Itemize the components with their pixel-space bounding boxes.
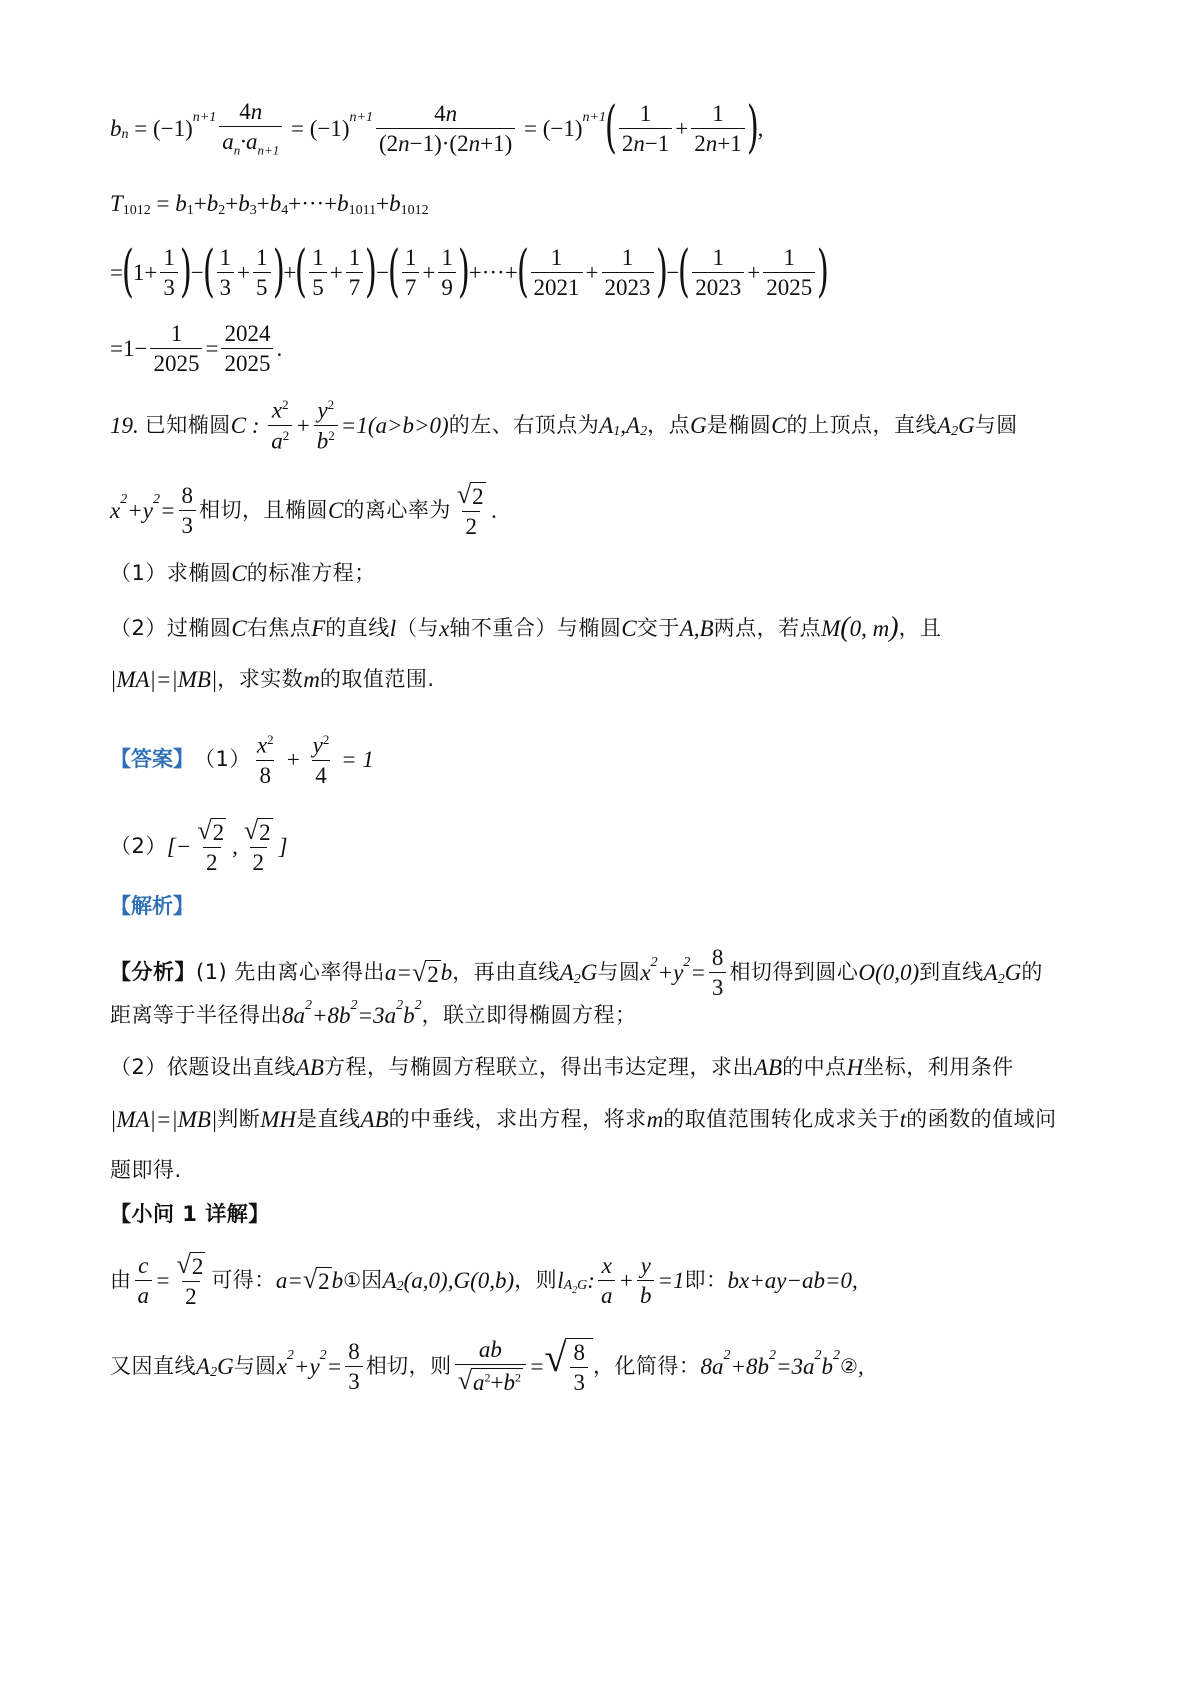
question-19-line2: x 2 + y 2 = $\frac{8}{3}$ 相切，且椭圆 C 的离心率为 √ 2 2 .: [110, 480, 498, 539]
question-19-part2-line1: （2）过椭圆 C 右焦点 F 的直线 l （与 x 轴不重合）与椭圆 C 交于 A , B 两点，若点 M ( 0, m ) ，且: [110, 612, 942, 643]
question-19-part1: （1）求椭圆 C 的标准方程；: [110, 561, 376, 586]
t1012-sum: T 1012 = b 1 + b 2 + b 3 + b 4 +···+ b 1011 + b 1012: [110, 191, 429, 218]
analysis-line3: （2）依题设出直线 AB 方程，与椭圆方程联立，得出韦达定理，求出 AB 的中点 H 坐标，利用条件: [110, 1055, 1014, 1080]
analysis-line2: 距离等于半径得出 8 a 2 +8 b 2 =3 a 2 b 2 ，联立即得椭圆方程；: [110, 997, 637, 1028]
detail-line1: 由 $\frac{c}{a}$ = √ 2 2 可得： a = √ 2 b ① 因 A 2 ( a ,0), G (0, b ) ，则 l $A_2G$ : $\frac{x}{a}$ + $\frac{y}{b}$ =1 即： bx + ay − ab =0,: [110, 1250, 858, 1309]
question-19-line1: 19. 已知椭圆 C : $\frac{x^2}{a^2}$ + $\frac{y^2}{b^2}$ =1( a > b >0) 的左、右顶点为 A 1 , A 2 ，点 G 是椭圆 C 的上顶点，直线 A 2 G 与圆: [110, 397, 1018, 454]
analysis-label: 【解析】: [110, 894, 194, 918]
detail-label: 【小问 1 详解】: [110, 1202, 270, 1226]
answer-part1: 【答案】 （1） $\frac{x^2}{8}$ + $\frac{y^2}{4}$ = 1: [110, 732, 374, 788]
telescoping-sum: = ( 1+ $\frac{1}{3}$ ) − ( $\frac{1}{3}$ + $\frac{1}{5}$ ) + ( $\frac{1}{5}$ + $\frac{1}{7}$ ) − ( $\frac{1}{7}$ + $\frac{1}{9}$ ) +···+ ( $\frac{1}{2021}$ + $\frac{1}{2023}$ ) − ( $\frac{1}{2023}$ + $\frac{1}{2025}$ ): [110, 239, 830, 305]
detail-header: [110, 1204, 1110, 1225]
detail-line2: 又因直线 A 2 G 与圆 x 2 + y 2 = $\frac{8}{3}$ 相切，则 ab √ $a^2+b^2$ = √ $\frac{8}{3}$ ，化简得： 8 a 2 +8 b 2 =3 a 2 b 2 ② ,: [110, 1335, 864, 1395]
analysis-line1: 【分析】 (1) 先由离心率得出 a = √ 2 b ，再由直线 A 2 G 与圆 x 2 + y 2 = $\frac{8}{3}$ 相切得到圆心 O (0,0) 到直线 A 2 G 的: [110, 945, 1043, 1000]
answer-label: 【答案】: [110, 747, 194, 772]
analysis-line4: | MA |=| MB | 判断 MH 是直线 AB 的中垂线，求出方程，将求 m 的取值范围转化成求关于 t 的函数的值域问: [110, 1107, 1057, 1132]
bn-formula: b n = (−1) n+1 $\frac{4n}{a_n\cdot a_{n+1}}$ = (−1) n+1 $\frac{4n}{(2n-1)\cdot(2n+1)}$ = (−1) n+1 ( $\frac{1}{2n-1}$ + $\frac{1}{2n+1}$ ) ,: [110, 95, 764, 161]
telescoping-result: =1− $\frac{1}{2025}$ = $\frac{2024}{2025}$ .: [110, 321, 283, 376]
question-19-part2-line2: | MA |=| MB | ，求实数 m 的取值范围.: [110, 667, 435, 692]
question-number: 19.: [110, 412, 139, 438]
answer-part2: （2） [− √ 2 2 , √ 2 2 ]: [110, 816, 288, 875]
analysis-header: [110, 896, 1110, 917]
analysis-line5: 题即得.: [110, 1158, 182, 1182]
